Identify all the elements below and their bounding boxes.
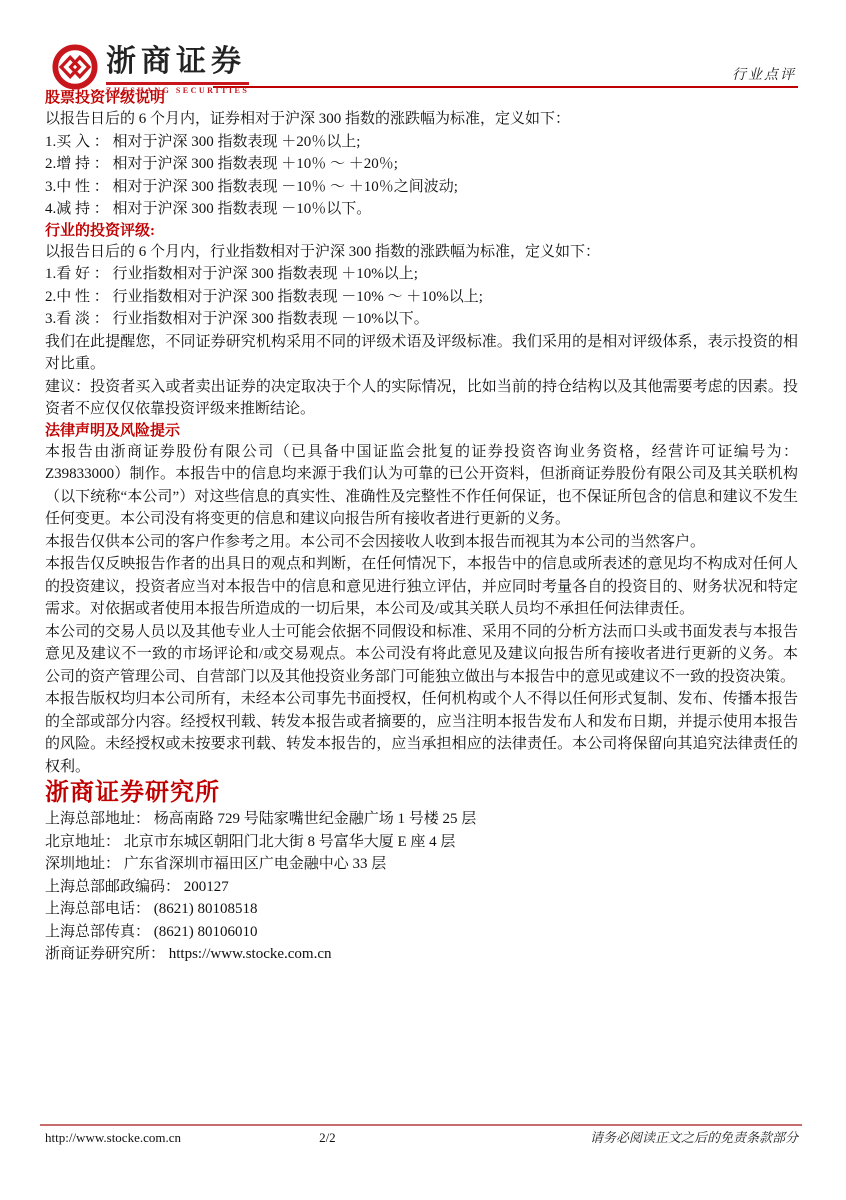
industry-rating-item: 2.中 性 ： 行业指数相对于沪深 300 指数表现 －10% ～ ＋10%以上; [45, 288, 483, 305]
industry-rating-title: 行业的投资评级: [45, 222, 155, 239]
institute-phone: 上海总部电话： (8621) 80108518 [45, 901, 258, 917]
logo-name-en: ZHESHANG SECURITIES [106, 86, 250, 95]
institute-address-shenzhen: 深圳地址： 广东省深圳市福田区广电金融中心 33 层 [45, 856, 387, 872]
rating-advice: 建议：投资者买入或者卖出证券的决定取决于个人的实际情况，比如当前的持仓结构以及其他需要考虑的因素。投资者不应仅仅依靠投资评级来推断结论。 [45, 378, 798, 417]
zheshang-logo-icon [52, 44, 98, 90]
report-type-label: 行业点评 [732, 68, 796, 83]
institute-address-beijing: 北京地址： 北京市东城区朝阳门北大街 8 号富华大厦 E 座 4 层 [45, 833, 456, 850]
stock-rating-item: 3.中 性 ： 相对于沪深 300 指数表现 －10％ ～ ＋10％之间波动; [45, 178, 458, 195]
legal-paragraph: 本报告版权均归本公司所有，未经本公司事先书面授权，任何机构或个人不得以任何形式复制、发布、传播本报告的全部或部分内容。经授权刊载、转发本报告或者摘要的，应当注明本报告发布人和发布日期，并提示使用本报告的风险。未经授权或未按要求刊载、转发本报告的，应当承担相应的法律责任。本公司将保留向其追究法律责任的权利。 [45, 691, 798, 775]
rating-note: 我们在此提醒您，不同证券研究机构采用不同的评级术语及评级标准。我们采用的是相对评级体系，表示投资的相对比重。 [45, 333, 798, 372]
footer-website-link[interactable]: http://www.stocke.com.cn [45, 1130, 181, 1145]
stock-rating-item: 2.增 持 ： 相对于沪深 300 指数表现 ＋10％ ～ ＋20％; [45, 156, 398, 172]
legal-paragraph: 本报告仅供本公司的客户作参考之用。本公司不会因接收人收到本报告而视其为本公司的当然客户。 [45, 533, 706, 550]
legal-paragraph: 本公司的交易人员以及其他专业人士可能会依据不同假设和标准、采用不同的分析方法而口头或书面发表与本报告意见及建议不一致的市场评论和/或交易观点。本公司没有将此意见及建议向报告所有接收者进行更新的义务。本公司的资产管理公司、自营部门以及其他投资业务部门可能独立做出与本报告中的意见或建议不一致的投资决策。 [45, 623, 798, 685]
institute-address-shanghai: 上海总部地址： 杨高南路 729 号陆家嘴世纪金融广场 1 号楼 25 层 [45, 811, 477, 827]
page-footer [45, 1129, 798, 1147]
stock-rating-item: 1.买 入 ： 相对于沪深 300 指数表现 ＋20％以上; [45, 133, 361, 150]
legal-title: 法律声明及风险提示 [45, 422, 181, 439]
institute-title: 浙商证券研究所 [45, 780, 220, 806]
legal-paragraph: 本报告由浙商证券股份有限公司（已具备中国证监会批复的证券投资咨询业务资格，经营许可证编号为：Z39833000）制作。本报告中的信息均来源于我们认为可靠的已公开资料，但浙商证券股份有限公司及其关联机构（以下统称“本公司”）对这些信息的真实性、准确性及完整性不作任何保证，也不保证所包含的信息和建议不发生任何变更。本公司没有将变更的信息和建议向报告所有接收者进行更新的义务。 [45, 443, 798, 527]
logo-name-cn: 浙商证券 [106, 45, 246, 78]
disclaimer-notice: 请务必阅读正文之后的免责条款部分 [589, 1130, 798, 1145]
stock-rating-item: 4.减 持 ： 相对于沪深 300 指数表现 －10％以下。 [45, 201, 372, 217]
industry-rating-intro: 以报告日后的 6 个月内，行业指数相对于沪深 300 指数的涨跌幅为标准，定义如下： [45, 243, 601, 260]
legal-paragraph: 本报告仅反映报告作者的出具日的观点和判断，在任何情况下，本报告中的信息或所表述的意见均不构成对任何人的投资建议，投资者应当对本报告中的信息和意见进行独立评估，并应同时考量各自的投资目的、财务状况和特定需求。对依据或者使用本报告所造成的一切后果，本公司及/或其关联人员均不承担任何法律责任。 [45, 556, 798, 617]
stock-rating-title: 股票投资评级说明 [45, 90, 166, 106]
logo-underline [106, 82, 249, 85]
institute-postcode: 上海总部邮政编码： 200127 [45, 878, 229, 895]
logo-text [106, 44, 249, 96]
page-number: 2/2 [319, 1130, 336, 1145]
institute-website[interactable]: 浙商证券研究所： https://www.stocke.com.cn [45, 946, 332, 962]
page-content [0, 88, 846, 966]
industry-rating-item: 1.看 好 ： 行业指数相对于沪深 300 指数表现 ＋10%以上; [45, 266, 418, 282]
industry-rating-item: 3.看 淡 ： 行业指数相对于沪深 300 指数表现 －10%以下。 [45, 311, 429, 327]
stock-rating-intro: 以报告日后的 6 个月内，证券相对于沪深 300 指数的涨跌幅为标准，定义如下： [45, 111, 571, 127]
footer-rule [40, 1124, 802, 1126]
page-header [0, 0, 846, 95]
company-logo [52, 44, 249, 96]
institute-fax: 上海总部传真： (8621) 80106010 [45, 923, 258, 940]
